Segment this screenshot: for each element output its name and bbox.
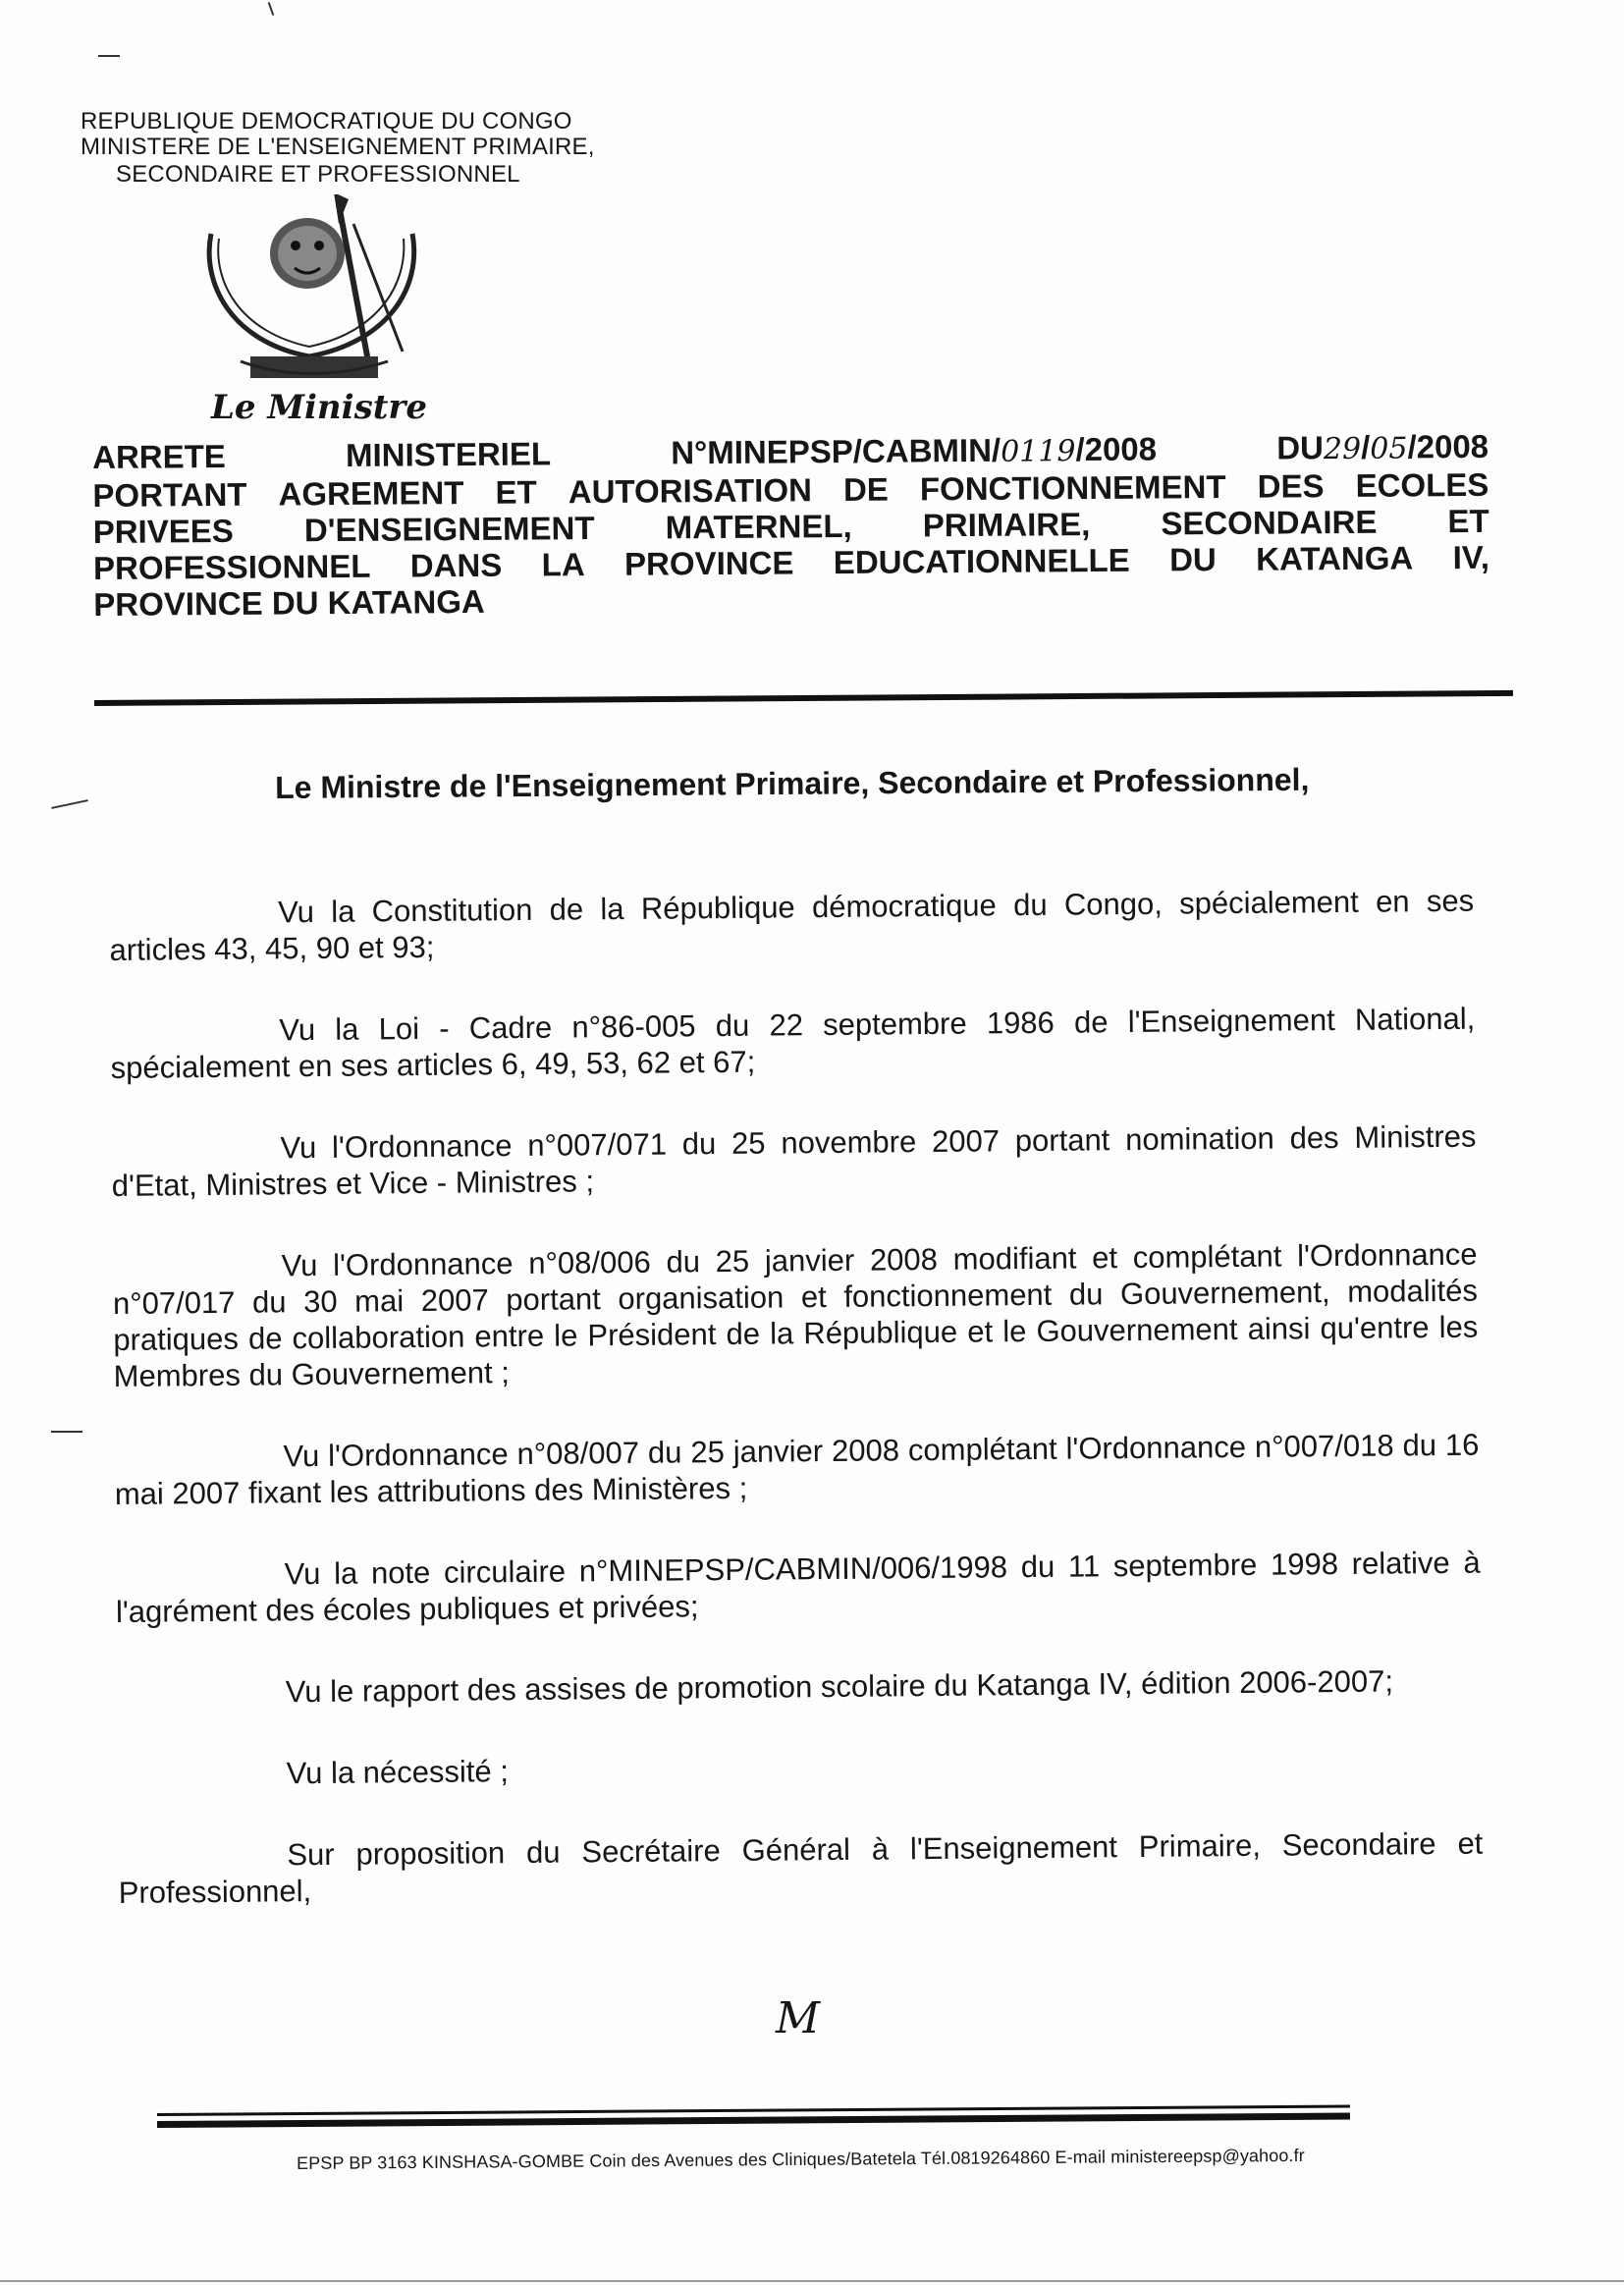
margin-mark bbox=[51, 799, 88, 809]
handwritten-month: 05 bbox=[1370, 431, 1408, 466]
title-word: MINISTERIEL bbox=[345, 435, 552, 473]
title-word: ARRETE bbox=[92, 437, 226, 475]
minister-signature: Le Ministre bbox=[211, 388, 427, 427]
preamble bbox=[109, 883, 1484, 1911]
title-underline bbox=[94, 690, 1513, 706]
preamble-paragraph: Vu le rapport des assises de promotion scolaire du Katanga IV, édition 2006-2007; bbox=[285, 1663, 1394, 1710]
handwritten-initials: M bbox=[776, 1993, 821, 2043]
margin-mark bbox=[51, 1431, 82, 1433]
header-ministry-cont: SECONDAIRE ET PROFESSIONNEL bbox=[116, 161, 520, 188]
scan-mark bbox=[268, 2, 275, 16]
decree-number: N°MINEPSP/CABMIN/0119/2008 bbox=[671, 430, 1158, 471]
preamble-paragraph: Vu la Constitution de la République démocratique du Congo, spécialement en ses articles 43, 45, 90 et 93; bbox=[109, 883, 1475, 967]
minister-heading: Le Ministre de l'Enseignement Primaire, Secondaire et Professionnel, bbox=[275, 761, 1310, 805]
preamble-paragraph: Sur proposition du Secrétaire Général à l'Enseignement Primaire, Secondaire et Professionnel, bbox=[118, 1825, 1484, 1910]
decree-date: DU29/05/2008 bbox=[1276, 427, 1489, 467]
preamble-paragraph: Vu l'Ordonnance n°007/071 du 25 novembre 2007 portant nomination des Ministres d'Etat, Ministres et Vice - Ministres ; bbox=[111, 1118, 1477, 1203]
handwritten-decree-number: 0119 bbox=[1000, 434, 1076, 469]
preamble-paragraph: Vu la Loi - Cadre n°86-005 du 22 septembre 1986 de l'Enseignement National, spécialement en ses articles 6, 49, 53, 62 et 67; bbox=[110, 1001, 1476, 1085]
title-line-5: PROVINCE DU KATANGA bbox=[93, 582, 485, 623]
header-country: REPUBLIQUE DEMOCRATIQUE DU CONGO bbox=[81, 108, 572, 135]
header-ministry: MINISTERE DE L'ENSEIGNEMENT PRIMAIRE, bbox=[81, 134, 595, 160]
page-bottom-edge bbox=[0, 2280, 1624, 2282]
decree-title bbox=[92, 428, 1489, 623]
title-line-3: PRIVEES D'ENSEIGNEMENT MATERNEL, PRIMAIRE, SECONDAIRE ET bbox=[92, 502, 1489, 550]
preamble-paragraph: Vu l'Ordonnance n°08/006 du 25 janvier 2008 modifiant et complétant l'Ordonnance n°07/017 du 30 mai 2007 portant organisation et fonctionnement du Gouvernement, modalités pratiques de collaboration entre le Président de la République et le Gouvernement ainsi qu'entre les Membres du Gouvernement ; bbox=[112, 1236, 1479, 1393]
scan-mark bbox=[98, 55, 120, 57]
footer-address: EPSP BP 3163 KINSHASA-GOMBE Coin des Avenues des Cliniques/Batetela Tél.0819264860 E-mail ministereepsp@yahoo.fr bbox=[297, 2145, 1305, 2173]
title-line-4: PROFESSIONNEL DANS LA PROVINCE EDUCATIONNELLE DU KATANGA IV, bbox=[92, 538, 1490, 586]
handwritten-day: 29 bbox=[1323, 431, 1362, 467]
coat-of-arms-seal bbox=[191, 194, 442, 386]
preamble-paragraph: Vu la note circulaire n°MINEPSP/CABMIN/006/1998 du 11 septembre 1998 relative à l'agrément des écoles publiques et privées; bbox=[115, 1545, 1481, 1629]
title-line-2: PORTANT AGREMENT ET AUTORISATION DE FONCTIONNEMENT DES ECOLES bbox=[92, 465, 1489, 514]
preamble-paragraph: Vu l'Ordonnance n°08/007 du 25 janvier 2008 complétant l'Ordonnance n°007/018 du 16 mai 2007 fixant les attributions des Ministères ; bbox=[114, 1427, 1480, 1511]
preamble-paragraph: Vu la nécessité ; bbox=[286, 1754, 510, 1791]
footer-rule-thick bbox=[157, 2113, 1350, 2128]
